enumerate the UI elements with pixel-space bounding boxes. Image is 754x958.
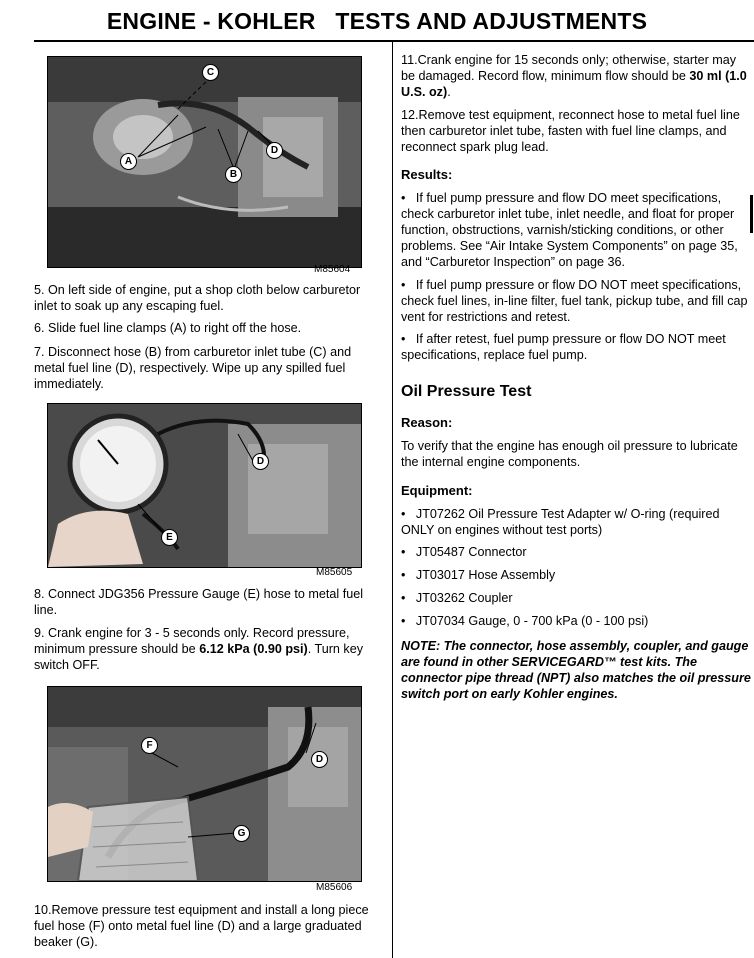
figure-id: M85606 bbox=[316, 882, 353, 893]
equipment-item: • JT05487 Connector bbox=[401, 545, 527, 559]
equipment-item-text: JT07034 Gauge, 0 - 700 kPa (0 - 100 psi) bbox=[415, 614, 649, 628]
equipment-item-text: JT07262 Oil Pressure Test Adapter w/ O-ring (required ONLY on engines without test ports) bbox=[401, 507, 720, 537]
note-text: NOTE: The connector, hose assembly, coupler, and gauge are found in other SERVICEGARD™ test kits. The connector pipe thread (NPT) also matches the oil pressure switch port on early Kohler engines. bbox=[401, 639, 751, 701]
equipment-item: • JT03017 Hose Assembly bbox=[401, 568, 556, 582]
figure-id: M85604 bbox=[314, 264, 351, 275]
revision-bar bbox=[750, 195, 753, 233]
step-7: 7. Disconnect hose (B) from carburetor inlet tube (C) and metal fuel line (D), respectively. Wipe up any spilled fuel immediately. bbox=[34, 345, 352, 391]
callout-d: D bbox=[252, 453, 269, 470]
results-heading: Results: bbox=[401, 167, 453, 182]
equipment-item: • JT07034 Gauge, 0 - 700 kPa (0 - 100 psi) bbox=[401, 614, 649, 628]
results-item: • If fuel pump pressure and flow DO meet specifications, check carburetor inlet tube, inlet needle, and float for proper function, obstructions, varnish/sticking conditions, or other problems. See “Air Intake System Components” on page 35, and “Carburetor Inspection” on page 36. bbox=[401, 191, 738, 269]
oil-pressure-test-heading: Oil Pressure Test bbox=[401, 383, 532, 400]
callout-a: A bbox=[120, 153, 137, 170]
equipment-item-text: JT03262 Coupler bbox=[415, 591, 513, 605]
page-title: ENGINE - KOHLER TESTS AND ADJUSTMENTS bbox=[106, 8, 648, 34]
callout-c: C bbox=[202, 64, 219, 81]
title-rule bbox=[34, 40, 754, 42]
results-item-text: If fuel pump pressure or flow DO NOT meet specifications, check fuel lines, in-line filter, fuel tank, pickup tube, and fill cap vent for restrictions and retest. bbox=[401, 278, 748, 324]
step-11-end: . bbox=[447, 85, 451, 99]
step-6: 6. Slide fuel line clamps (A) to right off the hose. bbox=[34, 321, 302, 335]
callout-d: D bbox=[311, 751, 328, 768]
step-11-text: 11.Crank engine for 15 seconds only; otherwise, starter may be damaged. Record flow, minimum flow should be bbox=[401, 53, 737, 83]
equipment-item-text: JT05487 Connector bbox=[415, 545, 527, 559]
step-9-text: 9. Crank engine for 3 - 5 seconds only. Record pressure, minimum pressure should be bbox=[34, 626, 350, 656]
equipment-item: • JT07262 Oil Pressure Test Adapter w/ O-ring (required ONLY on engines without test ports) bbox=[401, 507, 720, 537]
step-5: 5. On left side of engine, put a shop cloth below carburetor inlet to soak up any escaping fuel. bbox=[34, 283, 361, 313]
step-9-end: . Turn key switch OFF. bbox=[34, 642, 364, 672]
step-10: 10.Remove pressure test equipment and install a long piece fuel hose (F) onto metal fuel line (D) and a large graduated beaker (G). bbox=[34, 903, 369, 949]
callout-d: D bbox=[266, 142, 283, 159]
equipment-heading: Equipment: bbox=[401, 483, 473, 498]
step-9 bbox=[34, 625, 384, 673]
step-11 bbox=[401, 52, 748, 100]
reason-heading: Reason: bbox=[401, 415, 453, 430]
results-item-text: If fuel pump pressure and flow DO meet specifications, check carburetor inlet tube, inlet needle, and float for proper function, obstructions, varnish/sticking conditions, or other problems. See “Air Intake System Components” on page 35, and “Carburetor Inspection” on page 36. bbox=[401, 191, 738, 269]
step-9-spec: 6.12 kPa (0.90 psi) bbox=[199, 642, 308, 656]
results-item: • If after retest, fuel pump pressure or flow DO NOT meet specifications, replace fuel pump. bbox=[401, 332, 726, 362]
equipment-item-text: JT03017 Hose Assembly bbox=[415, 568, 556, 582]
step-12: 12.Remove test equipment, reconnect hose to metal fuel line then carburetor inlet tube, fasten with fuel line clamps, and reconnect spark plug lead. bbox=[401, 108, 740, 154]
results-item-text: If after retest, fuel pump pressure or flow DO NOT meet specifications, replace fuel pump. bbox=[401, 332, 726, 362]
reason-text: To verify that the engine has enough oil pressure to lubricate the internal engine components. bbox=[401, 439, 738, 469]
figure-id: M85605 bbox=[316, 567, 353, 578]
photo-flow-beaker bbox=[47, 686, 362, 882]
results-item: • If fuel pump pressure or flow DO NOT meet specifications, check fuel lines, in-line filter, fuel tank, pickup tube, and fill cap vent for restrictions and retest. bbox=[401, 278, 748, 324]
callout-g: G bbox=[233, 825, 250, 842]
photo-pressure-gauge bbox=[47, 403, 362, 568]
callout-e: E bbox=[161, 529, 178, 546]
photo-carburetor-fuel-line bbox=[47, 56, 362, 268]
column-divider bbox=[392, 42, 393, 958]
step-11-spec: 30 ml (1.0 U.S. oz) bbox=[401, 69, 747, 99]
step-8: 8. Connect JDG356 Pressure Gauge (E) hose to metal fuel line. bbox=[34, 587, 364, 617]
equipment-item: • JT03262 Coupler bbox=[401, 591, 513, 605]
callout-f: F bbox=[141, 737, 158, 754]
callout-b: B bbox=[225, 166, 242, 183]
